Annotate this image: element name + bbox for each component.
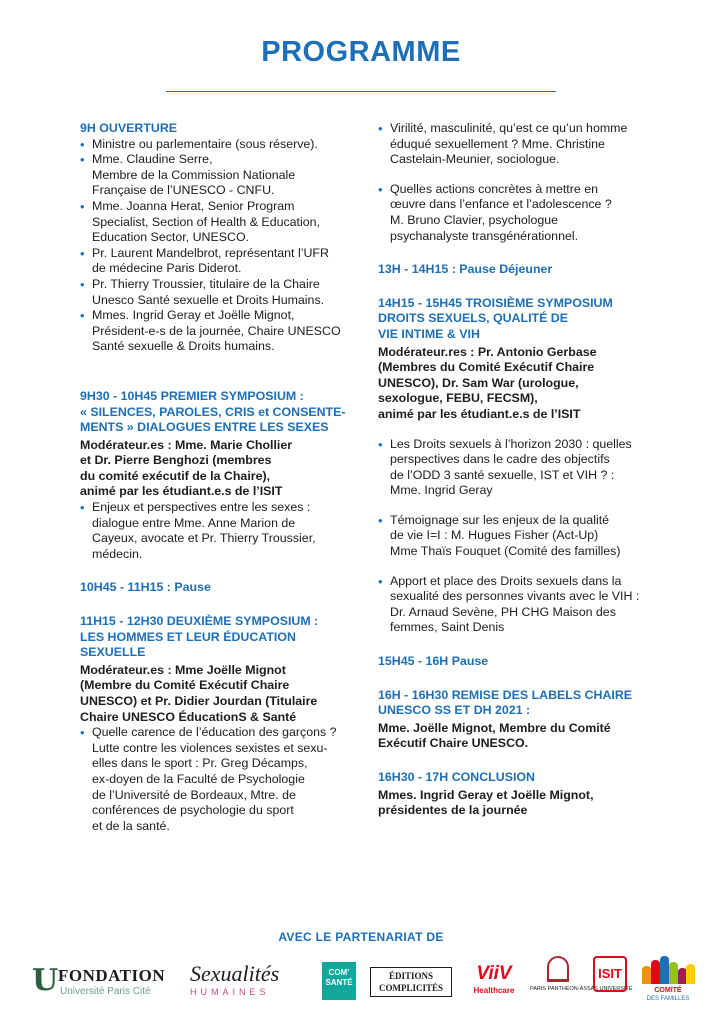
universite-paris-cite-mark-icon: U — [32, 963, 59, 998]
section-heading-symposium-2: 11H15 - 12H30 DEUXIÈME SYMPOSIUM : LES HOMMES ET LEUR ÉDUCATION SEXUELLE — [80, 614, 319, 660]
list-item: • Virilité, masculinité, qu’est ce qu’un homme éduqué sexuellement ? Mme. Christine Castelain-Meunier, sociologue. — [378, 121, 668, 168]
isit-name: ISIT — [593, 956, 627, 992]
page-title: PROGRAMME — [261, 36, 461, 68]
viiv-subtitle: Healthcare — [473, 986, 515, 995]
comite-subtitle: DES FAMILLES — [646, 996, 690, 1002]
section-heading-lunch: 13H - 14H15 : Pause Déjeuner — [378, 262, 553, 277]
comite-des-familles-logo — [640, 954, 696, 1010]
pantheon-assas-name: PARIS PANTHÉON-ASSAS UNIVERSITÉ — [530, 986, 633, 992]
partners-title: AVEC LE PARTENARIAT DE — [278, 930, 444, 944]
list-item: • Pr. Thierry Troussier, titulaire de la Chaire Unesco Santé sexuelle et Droits Humains. — [80, 277, 380, 308]
list-item: • Apport et place des Droits sexuels dans la sexualité des personnes vivants avec le VIH : Dr. Arnaud Sevène, PH CHG Maison des femmes, Saint Denis — [378, 574, 668, 636]
fondation-subtitle: Université Paris Cité — [60, 986, 151, 997]
comite-name: COMITÉ — [654, 987, 682, 994]
moderators-symposium-2: Modérateur.es : Mme Joëlle Mignot (Membre du Comité Exécutif Chaire UNESCO) et Pr. Didier Jourdan (Titulaire Chaire UNESCO ÉducationS & Santé — [80, 662, 318, 724]
sexualites-name: Sexualités — [190, 961, 280, 986]
section-heading-pause-2: 15H45 - 16H Pause — [378, 654, 489, 669]
moderators-symposium-1: Modérateur.es : Mme. Marie Chollier et Dr. Pierre Benghozi (membres du comité exécutif de la Chaire), animé par les étudiant.e.s de l’ISIT — [80, 437, 293, 499]
fondation-name: FONDATION — [58, 966, 166, 985]
section-heading-symposium-3: 14H15 - 15H45 TROISIÈME SYMPOSIUM DROITS SEXUELS, QUALITÉ DE VIE INTIME & VIH — [378, 295, 613, 341]
list-item: • Quelles actions concrètes à mettre en œuvre dans l’enfance et l’adolescence ? M. Bruno Clavier, psychologue psychanalyste transgénérationnel. — [378, 182, 668, 244]
list-item: • Mmes. Ingrid Geray et Joëlle Mignot, Président-e-s de la journée, Chaire UNESCO Santé sexuelle & Droits humains. — [80, 308, 380, 355]
list-item: • Mme. Joanna Herat, Senior Program Specialist, Section of Health & Education, Education Sector, UNESCO. — [80, 199, 380, 246]
section-heading-opening: 9H OUVERTURE — [80, 121, 178, 135]
sexualites-humaines-logo — [190, 962, 308, 1004]
com-sante-logo: COM’ SANTÉ — [322, 962, 356, 1000]
symposium-3-list — [378, 437, 668, 499]
sexualites-subtitle: HUMAINES — [190, 987, 270, 997]
moderators-symposium-3: Modérateur.res : Pr. Antonio Gerbase (Membres du Comité Exécutif Chaire UNESCO), Dr. Sam War (urologue, sexologue, FEBU, FECSM), animé par les étudiant.e.s de l’ISIT — [378, 344, 597, 421]
symposium-1-list — [80, 500, 380, 562]
viiv-name: ViiV — [476, 963, 512, 984]
right-column — [378, 121, 668, 819]
section-heading-labels: 16H - 16H30 REMISE DES LABELS CHAIRE UNESCO SS ET DH 2021 : — [378, 687, 633, 718]
symposium-2-list-continued — [378, 121, 668, 168]
section-heading-symposium-1: 9H30 - 10H45 PREMIER SYMPOSIUM : « SILENCES, PAROLES, CRIS et CONSENTE- MENTS » DIALOGUES ENTRE LES SEXES — [80, 388, 346, 435]
section-heading-pause: 10H45 - 11H15 : Pause — [80, 580, 211, 595]
partner-logos — [0, 952, 722, 1012]
symposium-3-list-3 — [378, 574, 668, 636]
editions-complicites-logo: ÉDITIONS COMPLICITÉS — [370, 967, 452, 997]
fondation-logo — [32, 964, 182, 1004]
opening-speakers-list — [80, 137, 380, 355]
list-item: • Quelle carence de l’éducation des garçons ? Lutte contre les violences sexistes et sexu- elles dans le sport : Pr. Greg Décamps, ex-doyen de la Faculté de Psychologie de l’Université de Bordeaux, Mtre. de conférences de psychologie du sport et de la santé. — [80, 725, 380, 834]
pantheon-dome-icon — [547, 956, 569, 982]
list-item: • Les Droits sexuels à l’horizon 2030 : quelles perspectives dans le cadre des objectifs de l’ODD 3 santé sexuelle, IST et VIH ? : Mme. Ingrid Geray — [378, 437, 668, 499]
isit-logo — [590, 956, 630, 1008]
list-item: • Pr. Laurent Mandelbrot, représentant l’UFR de médecine Paris Diderot. — [80, 246, 380, 277]
symposium-2-list-continued-2 — [378, 182, 668, 244]
family-figures-icon — [640, 954, 696, 984]
symposium-2-list — [80, 725, 380, 834]
labels-text: Mme. Joëlle Mignot, Membre du Comité Exécutif Chaire UNESCO. — [378, 720, 611, 751]
conclusion-text: Mmes. Ingrid Geray et Joëlle Mignot, présidentes de la journée — [378, 787, 594, 818]
list-item: • Ministre ou parlementaire (sous réserve). — [80, 137, 380, 153]
list-item: • Mme. Claudine Serre, Membre de la Commission Nationale Française de l’UNESCO - CNFU. — [80, 152, 380, 199]
viiv-healthcare-logo — [466, 962, 522, 1002]
section-heading-conclusion: 16H30 - 17H CONCLUSION — [378, 770, 535, 784]
left-column — [80, 121, 380, 834]
title-divider — [166, 91, 556, 92]
symposium-3-list-2 — [378, 513, 668, 560]
list-item: • Témoignage sur les enjeux de la qualité de vie I=I : M. Hugues Fisher (Act-Up) Mme Thaïs Fouquet (Comité des familles) — [378, 513, 668, 560]
list-item: • Enjeux et perspectives entre les sexes : dialogue entre Mme. Anne Marion de Cayeux, avocate et Pr. Thierry Troussier, médecin. — [80, 500, 380, 562]
